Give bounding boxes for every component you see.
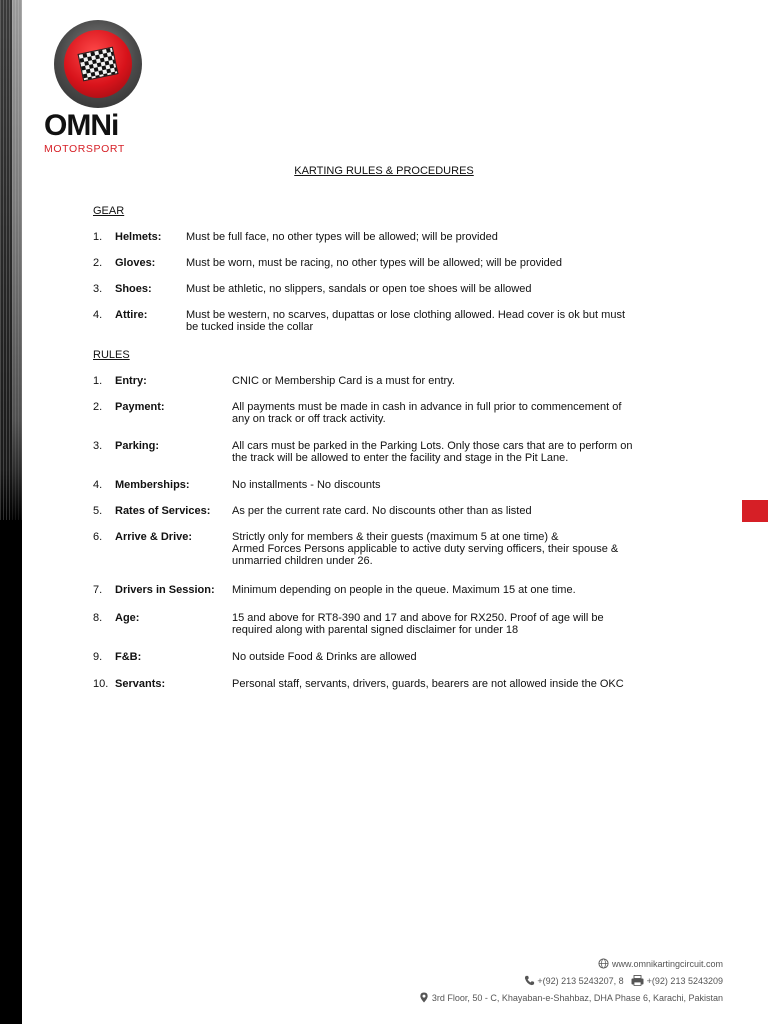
item-label: Servants: bbox=[115, 678, 166, 690]
item-description: Must be worn, must be racing, no other types will be allowed; will be provided bbox=[186, 257, 563, 269]
item-description: All cars must be parked in the Parking Lots. Only those cars that are to perform on the track will be allowed to enter the facility and stage in the Pit Lane. bbox=[232, 440, 633, 464]
footer-website bbox=[598, 958, 723, 970]
item-description: As per the current rate card. No discounts other than as listed bbox=[232, 505, 532, 517]
logo-brand-text: OMNi bbox=[44, 109, 119, 142]
website-text[interactable]: www.omnikartingcircuit.com bbox=[611, 959, 723, 969]
item-description: Must be western, no scarves, dupattas or lose clothing allowed. Head cover is ok but must be tucked inside the collar bbox=[186, 309, 625, 333]
item-label: Attire: bbox=[115, 309, 148, 321]
item-number: 10. bbox=[93, 678, 109, 690]
item-label: Helmets: bbox=[115, 231, 162, 243]
item-number: 3. bbox=[93, 283, 103, 295]
item-number: 2. bbox=[93, 257, 103, 269]
item-label: Memberships: bbox=[115, 479, 190, 491]
item-label: Drivers in Session: bbox=[115, 584, 215, 596]
item-number: 9. bbox=[93, 651, 103, 663]
fax-icon bbox=[631, 975, 644, 986]
globe-icon bbox=[598, 958, 609, 969]
gear-heading: GEAR bbox=[93, 205, 125, 217]
item-number: 5. bbox=[93, 505, 103, 517]
item-number: 8. bbox=[93, 612, 103, 624]
checkered-flag-icon bbox=[77, 47, 118, 82]
rules-heading: RULES bbox=[93, 349, 130, 361]
footer-contact bbox=[524, 975, 723, 987]
item-label: Entry: bbox=[115, 375, 147, 387]
item-description: 15 and above for RT8-390 and 17 and above for RX250. Proof of age will be required along with parental signed disclaimer for under 18 bbox=[232, 612, 604, 636]
phone-text: +(92) 213 5243207, 8 bbox=[537, 976, 624, 986]
address-text: 3rd Floor, 50 - C, Khayaban-e-Shahbaz, DHA Phase 6, Karachi, Pakistan bbox=[431, 993, 723, 1003]
item-number: 2. bbox=[93, 401, 103, 413]
item-description: All payments must be made in cash in advance in full prior to commencement of any on track or off track activity. bbox=[232, 401, 622, 425]
item-description: Personal staff, servants, drivers, guards, bearers are not allowed inside the OKC bbox=[232, 678, 624, 690]
logo-subtitle: MOTORSPORT bbox=[44, 143, 125, 155]
left-decorative-band bbox=[0, 0, 22, 1024]
item-number: 7. bbox=[93, 584, 103, 596]
item-description: Must be athletic, no slippers, sandals or open toe shoes will be allowed bbox=[186, 283, 532, 295]
item-description: No installments - No discounts bbox=[232, 479, 381, 491]
item-number: 1. bbox=[93, 231, 103, 243]
phone-icon bbox=[524, 975, 535, 986]
footer-address bbox=[419, 992, 723, 1004]
item-label: Age: bbox=[115, 612, 140, 624]
item-label: Gloves: bbox=[115, 257, 156, 269]
item-description: Strictly only for members & their guests (maximum 5 at one time) & Armed Forces Persons applicable to active duty serving officers, their spouse & unmarried children under 26. bbox=[232, 531, 619, 567]
item-label: F&B: bbox=[115, 651, 142, 663]
red-marker bbox=[742, 500, 768, 522]
item-description: CNIC or Membership Card is a must for entry. bbox=[232, 375, 455, 387]
item-label: Shoes: bbox=[115, 283, 152, 295]
item-description: Minimum depending on people in the queue. Maximum 15 at one time. bbox=[232, 584, 576, 596]
company-logo bbox=[44, 20, 154, 155]
item-number: 4. bbox=[93, 309, 103, 321]
item-label: Rates of Services: bbox=[115, 505, 211, 517]
item-number: 3. bbox=[93, 440, 103, 452]
item-label: Parking: bbox=[115, 440, 160, 452]
item-number: 4. bbox=[93, 479, 103, 491]
item-description: Must be full face, no other types will be allowed; will be provided bbox=[186, 231, 498, 243]
logo-badge bbox=[54, 20, 142, 108]
item-description: No outside Food & Drinks are allowed bbox=[232, 651, 417, 663]
item-label: Payment: bbox=[115, 401, 165, 413]
fax-text: +(92) 213 5243209 bbox=[646, 976, 723, 986]
item-number: 6. bbox=[93, 531, 103, 543]
location-pin-icon bbox=[419, 992, 429, 1003]
item-number: 1. bbox=[93, 375, 103, 387]
item-label: Arrive & Drive: bbox=[115, 531, 193, 543]
document-title: KARTING RULES & PROCEDURES bbox=[294, 165, 474, 177]
